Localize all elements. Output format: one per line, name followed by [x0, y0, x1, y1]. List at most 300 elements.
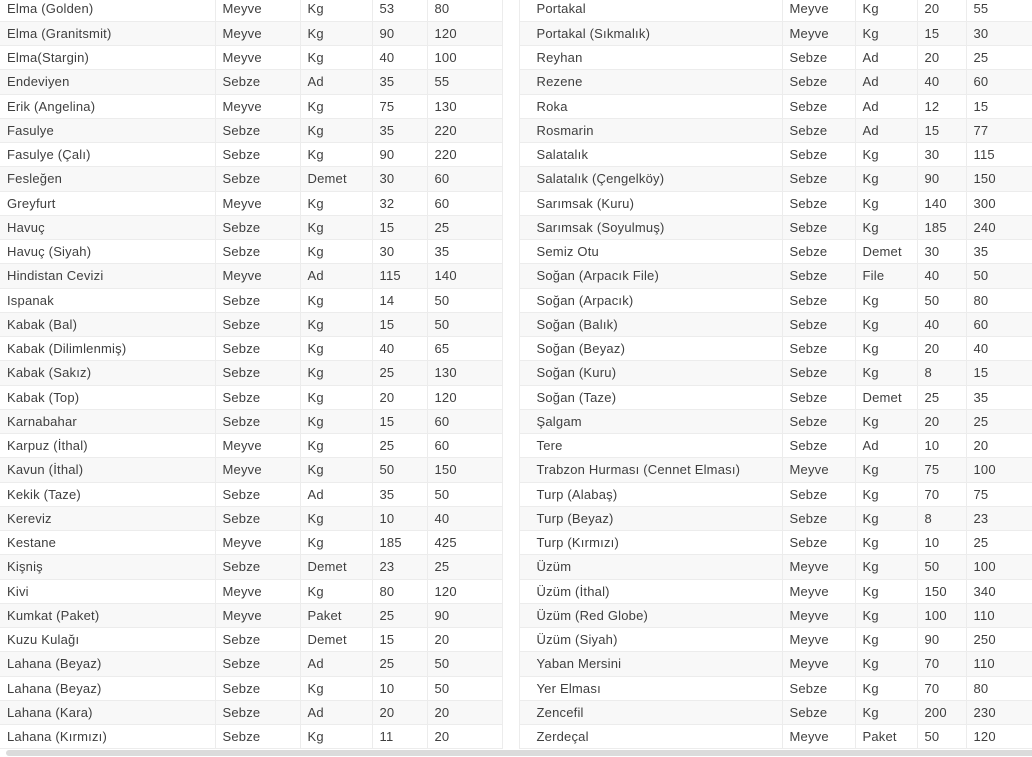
min-price-cell: 25 [372, 652, 427, 676]
min-price-cell: 70 [917, 482, 966, 506]
max-price-cell: 20 [427, 700, 502, 724]
unit-cell: Ad [300, 700, 372, 724]
unit-cell: Kg [300, 458, 372, 482]
table-row [0, 603, 502, 627]
category-cell: Meyve [215, 21, 300, 45]
category-cell: Sebze [215, 409, 300, 433]
category-cell: Sebze [215, 312, 300, 336]
product-name-cell: Soğan (Balık) [519, 312, 782, 336]
max-price-cell: 40 [427, 506, 502, 530]
price-table-left-body [0, 0, 502, 749]
product-name-cell: Soğan (Beyaz) [519, 337, 782, 361]
min-price-cell: 50 [372, 458, 427, 482]
product-name-cell: Kekik (Taze) [0, 482, 215, 506]
min-price-cell: 15 [917, 118, 966, 142]
max-price-cell: 23 [966, 506, 1032, 530]
max-price-cell: 50 [427, 482, 502, 506]
table-row [519, 264, 1032, 288]
product-name-cell: Turp (Alabaş) [519, 482, 782, 506]
max-price-cell: 80 [427, 0, 502, 21]
table-row [519, 167, 1032, 191]
unit-cell: Kg [300, 312, 372, 336]
product-name-cell: Üzüm [519, 555, 782, 579]
product-name-cell: Kumkat (Paket) [0, 603, 215, 627]
min-price-cell: 40 [372, 337, 427, 361]
table-row [0, 555, 502, 579]
table-row [0, 652, 502, 676]
min-price-cell: 35 [372, 70, 427, 94]
category-cell: Meyve [215, 603, 300, 627]
product-name-cell: Ispanak [0, 288, 215, 312]
table-row [0, 531, 502, 555]
max-price-cell: 25 [966, 46, 1032, 70]
table-row [0, 0, 502, 21]
category-cell: Sebze [215, 167, 300, 191]
price-table-left [0, 0, 503, 749]
unit-cell: Kg [300, 579, 372, 603]
max-price-cell: 150 [966, 167, 1032, 191]
category-cell: Meyve [782, 458, 855, 482]
table-row [519, 628, 1032, 652]
unit-cell: Kg [300, 215, 372, 239]
product-name-cell: Roka [519, 94, 782, 118]
min-price-cell: 90 [372, 143, 427, 167]
unit-cell: Kg [855, 167, 917, 191]
min-price-cell: 14 [372, 288, 427, 312]
unit-cell: Kg [300, 676, 372, 700]
product-name-cell: Soğan (Arpacık File) [519, 264, 782, 288]
category-cell: Sebze [782, 482, 855, 506]
category-cell: Meyve [215, 46, 300, 70]
product-name-cell: Rosmarin [519, 118, 782, 142]
category-cell: Sebze [782, 240, 855, 264]
min-price-cell: 35 [372, 118, 427, 142]
product-name-cell: Turp (Kırmızı) [519, 531, 782, 555]
unit-cell: Ad [300, 264, 372, 288]
unit-cell: Kg [855, 143, 917, 167]
category-cell: Sebze [782, 288, 855, 312]
table-row [519, 482, 1032, 506]
max-price-cell: 55 [427, 70, 502, 94]
table-row [0, 215, 502, 239]
max-price-cell: 130 [427, 94, 502, 118]
max-price-cell: 30 [966, 21, 1032, 45]
table-row [519, 700, 1032, 724]
category-cell: Sebze [215, 215, 300, 239]
category-cell: Sebze [215, 628, 300, 652]
unit-cell: Ad [300, 482, 372, 506]
product-name-cell: Kabak (Bal) [0, 312, 215, 336]
max-price-cell: 60 [427, 191, 502, 215]
unit-cell: Demet [855, 385, 917, 409]
product-name-cell: Elma (Granitsmit) [0, 21, 215, 45]
table-row [519, 312, 1032, 336]
category-cell: Sebze [782, 700, 855, 724]
max-price-cell: 220 [427, 118, 502, 142]
table-row [0, 94, 502, 118]
max-price-cell: 240 [966, 215, 1032, 239]
unit-cell: Kg [300, 337, 372, 361]
product-name-cell: Üzüm (Siyah) [519, 628, 782, 652]
min-price-cell: 185 [372, 531, 427, 555]
unit-cell: Kg [855, 531, 917, 555]
unit-cell: Kg [300, 361, 372, 385]
category-cell: Meyve [215, 458, 300, 482]
min-price-cell: 15 [372, 215, 427, 239]
max-price-cell: 75 [966, 482, 1032, 506]
unit-cell: Kg [855, 603, 917, 627]
category-cell: Meyve [782, 725, 855, 749]
category-cell: Sebze [782, 361, 855, 385]
unit-cell: Kg [855, 215, 917, 239]
category-cell: Meyve [215, 94, 300, 118]
table-row [519, 118, 1032, 142]
category-cell: Sebze [782, 676, 855, 700]
category-cell: Meyve [782, 555, 855, 579]
min-price-cell: 150 [917, 579, 966, 603]
unit-cell: Demet [300, 555, 372, 579]
product-name-cell: Lahana (Beyaz) [0, 652, 215, 676]
unit-cell: Kg [855, 312, 917, 336]
category-cell: Meyve [215, 579, 300, 603]
product-name-cell: Zerdeçal [519, 725, 782, 749]
table-row [519, 579, 1032, 603]
max-price-cell: 65 [427, 337, 502, 361]
min-price-cell: 40 [917, 312, 966, 336]
min-price-cell: 25 [372, 603, 427, 627]
min-price-cell: 140 [917, 191, 966, 215]
max-price-cell: 25 [427, 555, 502, 579]
max-price-cell: 115 [966, 143, 1032, 167]
category-cell: Meyve [215, 191, 300, 215]
max-price-cell: 130 [427, 361, 502, 385]
min-price-cell: 90 [917, 167, 966, 191]
table-row [0, 676, 502, 700]
table-gap [503, 0, 519, 749]
max-price-cell: 20 [966, 434, 1032, 458]
table-row [0, 434, 502, 458]
unit-cell: Kg [300, 506, 372, 530]
table-row [0, 700, 502, 724]
max-price-cell: 120 [427, 579, 502, 603]
max-price-cell: 50 [427, 312, 502, 336]
unit-cell: Kg [855, 628, 917, 652]
max-price-cell: 110 [966, 652, 1032, 676]
min-price-cell: 10 [917, 531, 966, 555]
min-price-cell: 15 [917, 21, 966, 45]
min-price-cell: 10 [917, 434, 966, 458]
product-name-cell: Kereviz [0, 506, 215, 530]
table-row [0, 143, 502, 167]
min-price-cell: 70 [917, 652, 966, 676]
unit-cell: Ad [855, 70, 917, 94]
min-price-cell: 8 [917, 506, 966, 530]
product-name-cell: Sarımsak (Kuru) [519, 191, 782, 215]
min-price-cell: 50 [917, 288, 966, 312]
product-name-cell: Hindistan Cevizi [0, 264, 215, 288]
unit-cell: Kg [855, 652, 917, 676]
unit-cell: Kg [300, 143, 372, 167]
table-row [519, 337, 1032, 361]
product-name-cell: Havuç (Siyah) [0, 240, 215, 264]
unit-cell: Kg [855, 288, 917, 312]
max-price-cell: 110 [966, 603, 1032, 627]
max-price-cell: 220 [427, 143, 502, 167]
unit-cell: Ad [855, 46, 917, 70]
table-row [0, 506, 502, 530]
category-cell: Sebze [215, 700, 300, 724]
category-cell: Sebze [782, 531, 855, 555]
product-name-cell: Elma (Golden) [0, 0, 215, 21]
unit-cell: Ad [855, 118, 917, 142]
min-price-cell: 80 [372, 579, 427, 603]
product-name-cell: Sarımsak (Soyulmuş) [519, 215, 782, 239]
product-name-cell: Erik (Angelina) [0, 94, 215, 118]
table-row [0, 458, 502, 482]
unit-cell: Kg [855, 506, 917, 530]
category-cell: Sebze [782, 143, 855, 167]
product-name-cell: Fesleğen [0, 167, 215, 191]
unit-cell: Kg [300, 46, 372, 70]
product-name-cell: Karpuz (İthal) [0, 434, 215, 458]
unit-cell: Kg [855, 555, 917, 579]
category-cell: Meyve [782, 652, 855, 676]
min-price-cell: 20 [917, 337, 966, 361]
table-row [0, 361, 502, 385]
min-price-cell: 25 [917, 385, 966, 409]
table-row [519, 46, 1032, 70]
product-name-cell: Lahana (Kırmızı) [0, 725, 215, 749]
unit-cell: Kg [300, 240, 372, 264]
category-cell: Meyve [782, 603, 855, 627]
product-name-cell: Portakal [519, 0, 782, 21]
table-row [519, 434, 1032, 458]
min-price-cell: 30 [917, 240, 966, 264]
table-row [519, 70, 1032, 94]
product-name-cell: Lahana (Kara) [0, 700, 215, 724]
table-row [519, 725, 1032, 749]
category-cell: Sebze [215, 288, 300, 312]
product-name-cell: Portakal (Sıkmalık) [519, 21, 782, 45]
category-cell: Sebze [215, 337, 300, 361]
category-cell: Sebze [215, 652, 300, 676]
table-row [519, 652, 1032, 676]
product-name-cell: Kabak (Dilimlenmiş) [0, 337, 215, 361]
max-price-cell: 50 [427, 652, 502, 676]
max-price-cell: 80 [966, 288, 1032, 312]
min-price-cell: 90 [917, 628, 966, 652]
category-cell: Sebze [782, 167, 855, 191]
unit-cell: Kg [300, 118, 372, 142]
min-price-cell: 20 [917, 0, 966, 21]
min-price-cell: 32 [372, 191, 427, 215]
min-price-cell: 23 [372, 555, 427, 579]
unit-cell: Kg [855, 409, 917, 433]
product-name-cell: Yer Elması [519, 676, 782, 700]
unit-cell: Kg [300, 0, 372, 21]
category-cell: Sebze [782, 94, 855, 118]
table-row [519, 555, 1032, 579]
category-cell: Sebze [782, 264, 855, 288]
table-row [519, 676, 1032, 700]
unit-cell: Paket [300, 603, 372, 627]
unit-cell: Kg [300, 385, 372, 409]
max-price-cell: 35 [966, 240, 1032, 264]
product-name-cell: Yaban Mersini [519, 652, 782, 676]
min-price-cell: 50 [917, 725, 966, 749]
product-name-cell: Kivi [0, 579, 215, 603]
min-price-cell: 115 [372, 264, 427, 288]
table-row [0, 409, 502, 433]
max-price-cell: 40 [966, 337, 1032, 361]
table-row [519, 191, 1032, 215]
product-name-cell: Kestane [0, 531, 215, 555]
max-price-cell: 120 [427, 385, 502, 409]
category-cell: Meyve [215, 264, 300, 288]
category-cell: Meyve [782, 579, 855, 603]
category-cell: Sebze [782, 118, 855, 142]
max-price-cell: 60 [427, 409, 502, 433]
min-price-cell: 20 [917, 409, 966, 433]
max-price-cell: 35 [427, 240, 502, 264]
max-price-cell: 55 [966, 0, 1032, 21]
min-price-cell: 15 [372, 312, 427, 336]
unit-cell: Kg [855, 458, 917, 482]
unit-cell: Kg [300, 288, 372, 312]
min-price-cell: 30 [372, 240, 427, 264]
table-row [519, 409, 1032, 433]
category-cell: Sebze [782, 215, 855, 239]
max-price-cell: 77 [966, 118, 1032, 142]
unit-cell: Ad [300, 70, 372, 94]
max-price-cell: 50 [966, 264, 1032, 288]
product-name-cell: Üzüm (Red Globe) [519, 603, 782, 627]
table-row [519, 603, 1032, 627]
min-price-cell: 8 [917, 361, 966, 385]
product-name-cell: Elma(Stargin) [0, 46, 215, 70]
unit-cell: Demet [300, 167, 372, 191]
unit-cell: Kg [855, 700, 917, 724]
price-table-right [519, 0, 1032, 749]
product-name-cell: Soğan (Taze) [519, 385, 782, 409]
unit-cell: Kg [855, 0, 917, 21]
unit-cell: Kg [855, 482, 917, 506]
table-row [0, 70, 502, 94]
product-name-cell: Fasulye [0, 118, 215, 142]
unit-cell: Kg [855, 337, 917, 361]
category-cell: Meyve [215, 0, 300, 21]
max-price-cell: 100 [966, 458, 1032, 482]
category-cell: Sebze [215, 385, 300, 409]
category-cell: Sebze [782, 434, 855, 458]
table-row [0, 628, 502, 652]
max-price-cell: 60 [966, 70, 1032, 94]
category-cell: Sebze [782, 385, 855, 409]
category-cell: Sebze [215, 143, 300, 167]
table-row [0, 725, 502, 749]
unit-cell: Kg [300, 531, 372, 555]
max-price-cell: 120 [427, 21, 502, 45]
min-price-cell: 40 [917, 70, 966, 94]
unit-cell: Ad [855, 434, 917, 458]
min-price-cell: 75 [372, 94, 427, 118]
min-price-cell: 25 [372, 361, 427, 385]
min-price-cell: 185 [917, 215, 966, 239]
table-row [0, 46, 502, 70]
unit-cell: Kg [855, 579, 917, 603]
category-cell: Sebze [782, 191, 855, 215]
unit-cell: Kg [300, 94, 372, 118]
product-name-cell: Tere [519, 434, 782, 458]
table-row [0, 264, 502, 288]
max-price-cell: 15 [966, 361, 1032, 385]
max-price-cell: 250 [966, 628, 1032, 652]
max-price-cell: 25 [427, 215, 502, 239]
min-price-cell: 40 [917, 264, 966, 288]
max-price-cell: 60 [966, 312, 1032, 336]
max-price-cell: 25 [966, 409, 1032, 433]
unit-cell: File [855, 264, 917, 288]
min-price-cell: 10 [372, 506, 427, 530]
product-name-cell: Kuzu Kulağı [0, 628, 215, 652]
min-price-cell: 15 [372, 409, 427, 433]
product-name-cell: Trabzon Hurması (Cennet Elması) [519, 458, 782, 482]
horizontal-scrollbar[interactable] [6, 750, 1032, 756]
product-name-cell: Karnabahar [0, 409, 215, 433]
product-name-cell: Lahana (Beyaz) [0, 676, 215, 700]
min-price-cell: 20 [917, 46, 966, 70]
table-row [519, 21, 1032, 45]
max-price-cell: 35 [966, 385, 1032, 409]
category-cell: Meyve [782, 21, 855, 45]
min-price-cell: 35 [372, 482, 427, 506]
category-cell: Sebze [782, 70, 855, 94]
min-price-cell: 40 [372, 46, 427, 70]
table-row [519, 240, 1032, 264]
table-row [519, 506, 1032, 530]
unit-cell: Paket [855, 725, 917, 749]
max-price-cell: 340 [966, 579, 1032, 603]
max-price-cell: 425 [427, 531, 502, 555]
max-price-cell: 60 [427, 434, 502, 458]
product-name-cell: Greyfurt [0, 191, 215, 215]
unit-cell: Kg [855, 361, 917, 385]
max-price-cell: 20 [427, 725, 502, 749]
min-price-cell: 50 [917, 555, 966, 579]
category-cell: Sebze [782, 409, 855, 433]
max-price-cell: 50 [427, 288, 502, 312]
table-row [519, 531, 1032, 555]
category-cell: Sebze [215, 118, 300, 142]
category-cell: Meyve [782, 0, 855, 21]
table-row [0, 385, 502, 409]
product-name-cell: Kabak (Top) [0, 385, 215, 409]
table-row [0, 579, 502, 603]
product-name-cell: Şalgam [519, 409, 782, 433]
max-price-cell: 60 [427, 167, 502, 191]
min-price-cell: 200 [917, 700, 966, 724]
unit-cell: Demet [855, 240, 917, 264]
product-name-cell: Salatalık [519, 143, 782, 167]
max-price-cell: 20 [427, 628, 502, 652]
min-price-cell: 11 [372, 725, 427, 749]
unit-cell: Kg [300, 191, 372, 215]
table-row [0, 288, 502, 312]
max-price-cell: 300 [966, 191, 1032, 215]
category-cell: Sebze [782, 337, 855, 361]
unit-cell: Demet [300, 628, 372, 652]
table-row [519, 215, 1032, 239]
